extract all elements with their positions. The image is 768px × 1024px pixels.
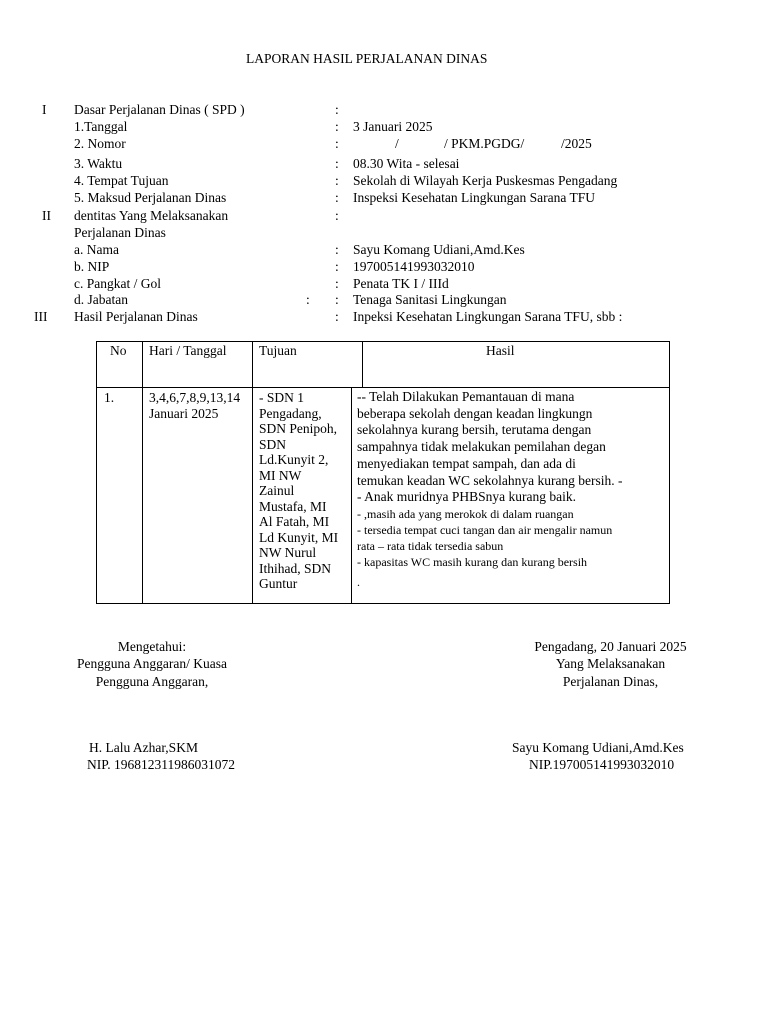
table-col-divider xyxy=(351,387,352,604)
table-border-top xyxy=(96,341,670,342)
hasil-detail-line: - ,masih ada yang merokok di dalam ruangan xyxy=(357,506,574,521)
tujuan-line: Al Fatah, MI xyxy=(259,514,330,529)
sign-left-nip: NIP. 196812311986031072 xyxy=(87,757,236,772)
field-value-pangkat: Penata TK I / IIId xyxy=(353,276,449,291)
sign-right-name: Sayu Komang Udiani,Amd.Kes xyxy=(512,740,684,755)
colon: : xyxy=(335,190,339,205)
sign-left-line2: Pengguna Anggaran/ Kuasa xyxy=(77,656,227,671)
table-col-divider xyxy=(362,341,363,388)
table-header-tujuan: Tujuan xyxy=(259,343,297,358)
tujuan-line: Ithihad, SDN xyxy=(259,560,331,576)
table-header-no: No xyxy=(110,343,127,358)
table-cell-hasil xyxy=(357,389,669,590)
document-title: LAPORAN HASIL PERJALANAN DINAS xyxy=(246,51,488,66)
table-header-date: Hari / Tanggal xyxy=(149,343,227,358)
colon: : xyxy=(335,156,339,171)
tujuan-line: NW Nurul xyxy=(259,545,317,560)
table-cell-date xyxy=(149,390,254,421)
tujuan-line: SDN Penipoh, xyxy=(259,421,338,436)
field-value-nomor-a: / xyxy=(395,136,399,151)
sign-right-line3: Perjalanan Dinas, xyxy=(562,674,659,689)
table-border-bottom xyxy=(96,603,670,604)
field-label-waktu: 3. Waktu xyxy=(74,156,123,171)
field-value-nomor-c: /2025 xyxy=(561,136,592,151)
table-header-divider xyxy=(96,387,670,388)
tujuan-line: MI NW xyxy=(259,467,302,483)
field-label-tanggal: 1.Tanggal xyxy=(74,119,128,134)
field-value-hasil: Inpeksi Kesehatan Lingkungan Sarana TFU, sbb : xyxy=(353,309,623,324)
hasil-detail-line: - tersedia tempat cuci tangan dan air mengalir namun xyxy=(357,522,613,537)
sign-right-nip: NIP.197005141993032010 xyxy=(529,757,675,772)
colon: : xyxy=(335,276,339,291)
date-line: 3,4,6,7,8,9,13,14 xyxy=(149,390,241,405)
colon: : xyxy=(335,242,339,257)
field-value-jabatan: Tenaga Sanitasi Lingkungan xyxy=(353,292,507,307)
tujuan-line: Pengadang, xyxy=(259,405,322,421)
field-label-pangkat: c. Pangkat / Gol xyxy=(74,276,161,291)
section-number-1: I xyxy=(42,102,47,117)
colon: : xyxy=(335,208,339,223)
sign-left-line3: Pengguna Anggaran, xyxy=(95,674,209,689)
section-label-identitas-cont: Perjalanan Dinas xyxy=(74,225,166,240)
hasil-line: - Anak muridnya PHBSnya kurang baik. xyxy=(357,489,576,505)
colon: : xyxy=(335,292,339,307)
tujuan-line: Mustafa, MI xyxy=(259,498,327,514)
table-col-divider xyxy=(142,341,143,604)
field-value-nama: Sayu Komang Udiani,Amd.Kes xyxy=(353,242,525,257)
colon: : xyxy=(335,119,339,134)
tujuan-line: - SDN 1 xyxy=(259,390,305,405)
field-value-nip: 197005141993032010 xyxy=(353,259,475,274)
sign-right-line1: Pengadang, 20 Januari 2025 xyxy=(534,639,687,654)
table-header-hasil: Hasil xyxy=(486,343,515,358)
hasil-detail-line: - kapasitas WC masih kurang dan kurang bersih xyxy=(357,554,588,569)
field-label-nama: a. Nama xyxy=(74,242,119,257)
hasil-detail-line: rata – rata tidak tersedia sabun xyxy=(357,538,504,553)
colon: : xyxy=(306,292,310,307)
table-border-right xyxy=(669,341,670,604)
tujuan-line: Ld.Kunyit 2, xyxy=(259,452,329,467)
date-line: Januari 2025 xyxy=(149,405,219,421)
field-value-waktu: 08.30 Wita - selesai xyxy=(353,156,460,171)
hasil-end-mark: . xyxy=(357,574,360,589)
section-label-spd: Dasar Perjalanan Dinas ( SPD ) xyxy=(74,102,245,117)
sign-left-line1: Mengetahui: xyxy=(117,639,187,654)
section-number-2: II xyxy=(42,208,51,223)
hasil-line: temukan keadan WC sekolahnya kurang bersih. - xyxy=(357,472,623,488)
hasil-line: beberapa sekolah dengan keadan lingkungn xyxy=(357,405,593,421)
field-label-nip: b. NIP xyxy=(74,259,110,274)
results-table xyxy=(96,341,670,604)
hasil-line: sekolahnya kurang bersih, terutama dengan xyxy=(357,422,592,438)
field-label-tempat: 4. Tempat Tujuan xyxy=(74,173,169,188)
hasil-detail-list xyxy=(357,506,669,570)
table-col-divider xyxy=(252,341,253,604)
field-label-maksud: 5. Maksud Perjalanan Dinas xyxy=(74,190,227,205)
section-label-identitas: dentitas Yang Melaksanakan xyxy=(74,208,229,223)
tujuan-line: Guntur xyxy=(259,576,298,591)
sign-right-line2: Yang Melaksanakan xyxy=(555,656,666,671)
hasil-line: -- Telah Dilakukan Pemantauan di mana xyxy=(357,389,575,404)
hasil-line: sampahnya tidak melakukan pemilahan degan xyxy=(357,439,606,455)
field-label-nomor: 2. Nomor xyxy=(74,136,126,151)
colon: : xyxy=(335,173,339,188)
table-cell-tujuan xyxy=(259,390,351,592)
table-border-left xyxy=(96,341,97,604)
tujuan-line: Ld Kunyit, MI xyxy=(259,529,339,545)
section-label-hasil: Hasil Perjalanan Dinas xyxy=(74,309,198,324)
table-cell-no: 1. xyxy=(104,390,115,405)
tujuan-line: Zainul xyxy=(259,483,295,498)
colon: : xyxy=(335,102,339,117)
tujuan-line: SDN xyxy=(259,436,287,452)
colon: : xyxy=(335,259,339,274)
section-number-3: III xyxy=(34,309,48,324)
colon: : xyxy=(335,309,339,324)
hasil-line: menyediakan tempat sampah, dan ada di xyxy=(357,455,576,471)
colon: : xyxy=(335,136,339,151)
hasil-main-text xyxy=(357,389,669,506)
field-value-tanggal: 3 Januari 2025 xyxy=(353,119,433,134)
field-value-nomor-b: / PKM.PGDG/ xyxy=(444,136,525,151)
field-value-tempat: Sekolah di Wilayah Kerja Puskesmas Pengadang xyxy=(353,173,618,188)
field-value-maksud: Inspeksi Kesehatan Lingkungan Sarana TFU xyxy=(353,190,595,205)
sign-left-name: H. Lalu Azhar,SKM xyxy=(89,740,198,755)
field-label-jabatan: d. Jabatan xyxy=(74,292,128,307)
